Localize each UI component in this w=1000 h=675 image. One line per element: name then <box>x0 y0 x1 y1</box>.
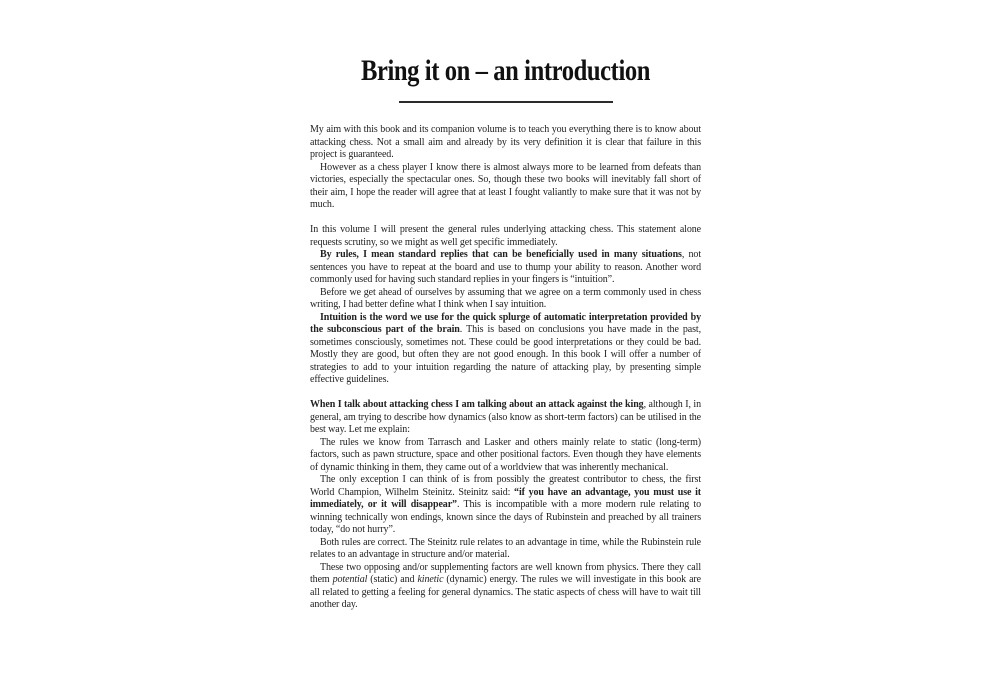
text-segment: potential <box>332 574 368 585</box>
text-segment: The only exception I can think of is from possibly the greatest contributor to chess, the first World Champion, Wilhelm Steinitz. Steinitz said: <box>310 474 701 498</box>
text-segment: , not sentences you have to repeat at the board and use to thump your ability to reason. Another word commonly used for having such standard replies in your fingers is “intuition”. <box>310 249 702 285</box>
text-segment: (static) and <box>367 574 418 585</box>
chapter-body <box>310 124 701 612</box>
text-segment: . This is incompatible with a more modern rule relating to winning technically won endings, known since the days of Rubinstein and preached by all trainers today, “do not hurry”. <box>310 499 702 535</box>
text-segment: , although I, in general, am trying to describe how dynamics (also know as short-term factors) can be utilised in the best way. Let me explain: <box>310 399 701 435</box>
paragraph <box>310 474 701 537</box>
paragraph <box>310 437 701 475</box>
paragraph <box>310 562 701 612</box>
title-divider <box>399 101 613 103</box>
paragraph <box>310 287 701 312</box>
book-page <box>310 0 701 612</box>
text-segment: When I talk about attacking chess I am talking about an attack against the king <box>310 399 644 410</box>
text-segment: kinetic <box>417 574 444 585</box>
text-segment: These two opposing and/or supplementing factors are well known from physics. There they call them <box>310 561 701 585</box>
paragraph <box>310 537 701 562</box>
text-segment: By rules, I mean standard replies that can be beneficially used in many situations <box>320 249 682 260</box>
text-segment: In this volume I will present the general rules underlying attacking chess. This statement alone requests scrutiny, so we might as well get specific immediately. <box>310 224 701 248</box>
text-segment: (dynamic) energy. The rules we will investigate in this book are all related to getting a feeling for general dynamics. The static aspects of chess will have to wait till another day. <box>310 574 701 610</box>
chapter-title: Bring it on – an introduction <box>360 54 651 87</box>
text-segment: . This is based on conclusions you have made in the past, sometimes consciously, sometimes not. These could be good interpretations or they could be bad. Mostly they are good, but often they are not good enough. In this book I will offer a number of strategies to add to your intuition regarding the nature of attacking play, by presenting simple effective guidelines. <box>310 324 701 385</box>
text-segment: My aim with this book and its companion volume is to teach you everything there is to know about attacking chess. Not a small aim and already by its very definition it is clear that failure in this project is guaranteed. <box>310 124 701 160</box>
paragraph <box>310 249 701 287</box>
paragraph <box>310 399 701 437</box>
text-segment: The rules we know from Tarrasch and Lasker and others mainly relate to static (long-term) factors, such as pawn structure, space and other positional factors. Even though they have elements of dynamic thinking in them, they came out of a worldview that was inherently mechanical. <box>310 436 701 473</box>
paragraph <box>310 162 701 212</box>
text-segment: Before we get ahead of ourselves by assuming that we agree on a term commonly used in chess writing, I had better define what I think when I say intuition. <box>310 286 701 310</box>
text-segment: However as a chess player I know there is almost always more to be learned from defeats than victories, especially the spectacular ones. So, though these two books will inevitably fall short of their aim, I hope the reader will agree that at least I fought valiantly to make sure that it was not by much. <box>310 161 701 210</box>
text-segment: Intuition is the word we use for the quick splurge of automatic interpretation provided by the subconscious part of the brain <box>310 311 701 335</box>
text-segment: “if you have an advantage, you must use it immediately, or it will disappear” <box>310 486 701 510</box>
text-segment: Both rules are correct. The Steinitz rule relates to an advantage in time, while the Rubinstein rule relates to an advantage in structure and/or material. <box>310 536 701 560</box>
paragraph <box>310 124 701 162</box>
paragraph <box>310 224 701 249</box>
paragraph <box>310 312 701 387</box>
